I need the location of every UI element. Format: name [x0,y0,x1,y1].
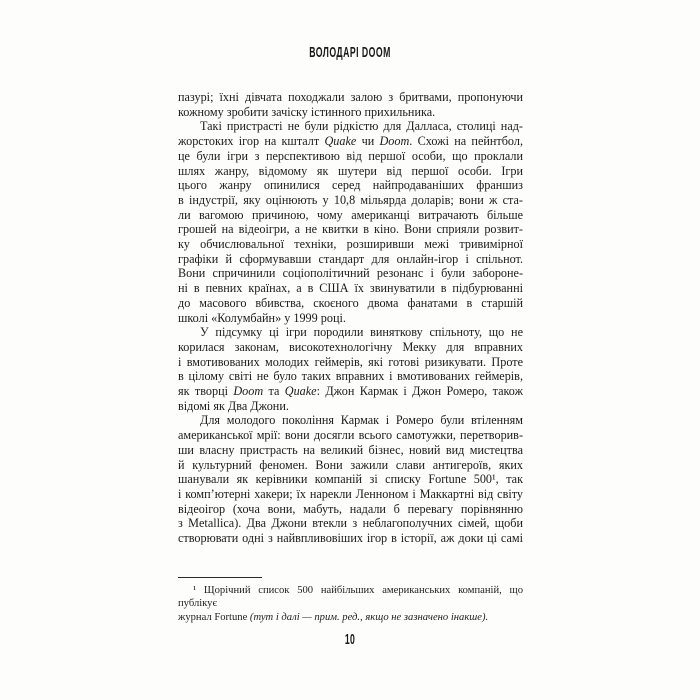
text-line: до масового вбивства, скоєного двома фанатами в старшій [178,295,523,310]
text-line: й культурний феномен. Вони зажили слави антигероїв, яких [178,457,523,472]
footnote-separator [178,577,262,578]
text-line: ши власну пристрасть на великий бізнес, новий вид мистецтва [178,442,523,457]
text-line: в цілому світі не було таких вправних і вмотивованих геймерів, [178,369,523,384]
text-line: ли вагомою причиною, чому американці витрачають більше [178,207,523,222]
text-line: кожному зробити зачіску істинного прихильника. [178,104,436,119]
text-line: Вони спричинили соціополітичний резонанс і були забороне- [178,266,523,281]
text-line: в індустрії, яку оцінюють у 10,8 мільярда доларів; вони ж ста- [178,192,523,207]
text-line: і комп’ютерні хакери; їх нарекли Ленноном і Маккартні від світу [178,486,523,501]
text-line: жорстоких ігор на кшталт Quake чи Doom. Схожі на пейнтбол, [178,134,523,149]
italic-text: Doom [233,384,264,399]
italic-text: Doom [379,134,410,149]
text-line: школі «Колумбайн» у 1999 році. [178,310,346,325]
text-line: ку обчислювальної техніки, розширивши межі тривимірної [178,237,523,252]
text-line: шанували як керівники компаній зі списку Fortune 500¹, так [178,472,523,487]
text-line: корилася законам, високотехнологічну Мекку для вправних [178,339,523,354]
text-line: з Metallica). Два Джони втекли з неблагополучних сімей, щоби [178,516,523,531]
text-line: журнал Fortune (тут і далі — прим. ред., якщо не зазначено інакше). [178,611,489,623]
running-head-title: ВОЛОДАРІ DOOM [309,44,391,61]
text-line: пазурі; їхні дівчата походжали залою з бритвами, пропонуючи [178,90,523,104]
italic-text: Quake [284,384,317,399]
text-line: створювати одні з найвпливовіших ігор в історії, аж доки ці самі [178,531,523,546]
text-line: графіки й сформувавши стандарт для онлайн-ігор і спільнот. [178,251,523,266]
text-line: ¹ Щорічний список 500 найбільших американських компаній, що публікує [178,585,523,610]
text-line: грошей на відеоігри, а не квитки в кіно. Вони сприяли розвит- [178,222,523,237]
text-line: цього жанру опинилися серед найпродаваніших франшиз [178,178,523,193]
text-line: відомі як Два Джони. [178,398,289,413]
italic-text: Quake [324,134,357,149]
text-line: і вмотивованих молодих геймерів, які готові ризикувати. Проте [178,354,523,369]
italic-text: (тут і далі — прим. ред., якщо не зазначено інакше). [249,611,489,623]
text-line: це були ігри з перспективою від першої особи, що проклали [178,148,523,163]
text-line: американської мрії: вони досягли всього самотужки, перетворив- [178,428,523,443]
text-line: як творці Doom та Quake: Джон Кармак і Джон Ромеро, також [178,384,523,399]
footnote [178,584,523,624]
text-line: Для молодого покоління Кармак і Ромеро були втіленням [200,413,523,428]
text-line: Такі пристрасті не були рідкістю для Далласа, столиці над- [200,119,523,134]
text-line: відеоігор (хоча вони, мабуть, надали б перевагу порівнянню [178,501,523,516]
page-number: 10 [344,632,356,648]
text-line: ні в певних країнах, а в США їх звинуватили в підбурюванні [178,281,523,296]
text-line: шлях жанру, відомому як шутери від першої особи. Ігри [178,163,523,178]
body-text [178,90,523,546]
text-line: У підсумку ці ігри породили виняткову спільноту, що не [200,325,523,340]
